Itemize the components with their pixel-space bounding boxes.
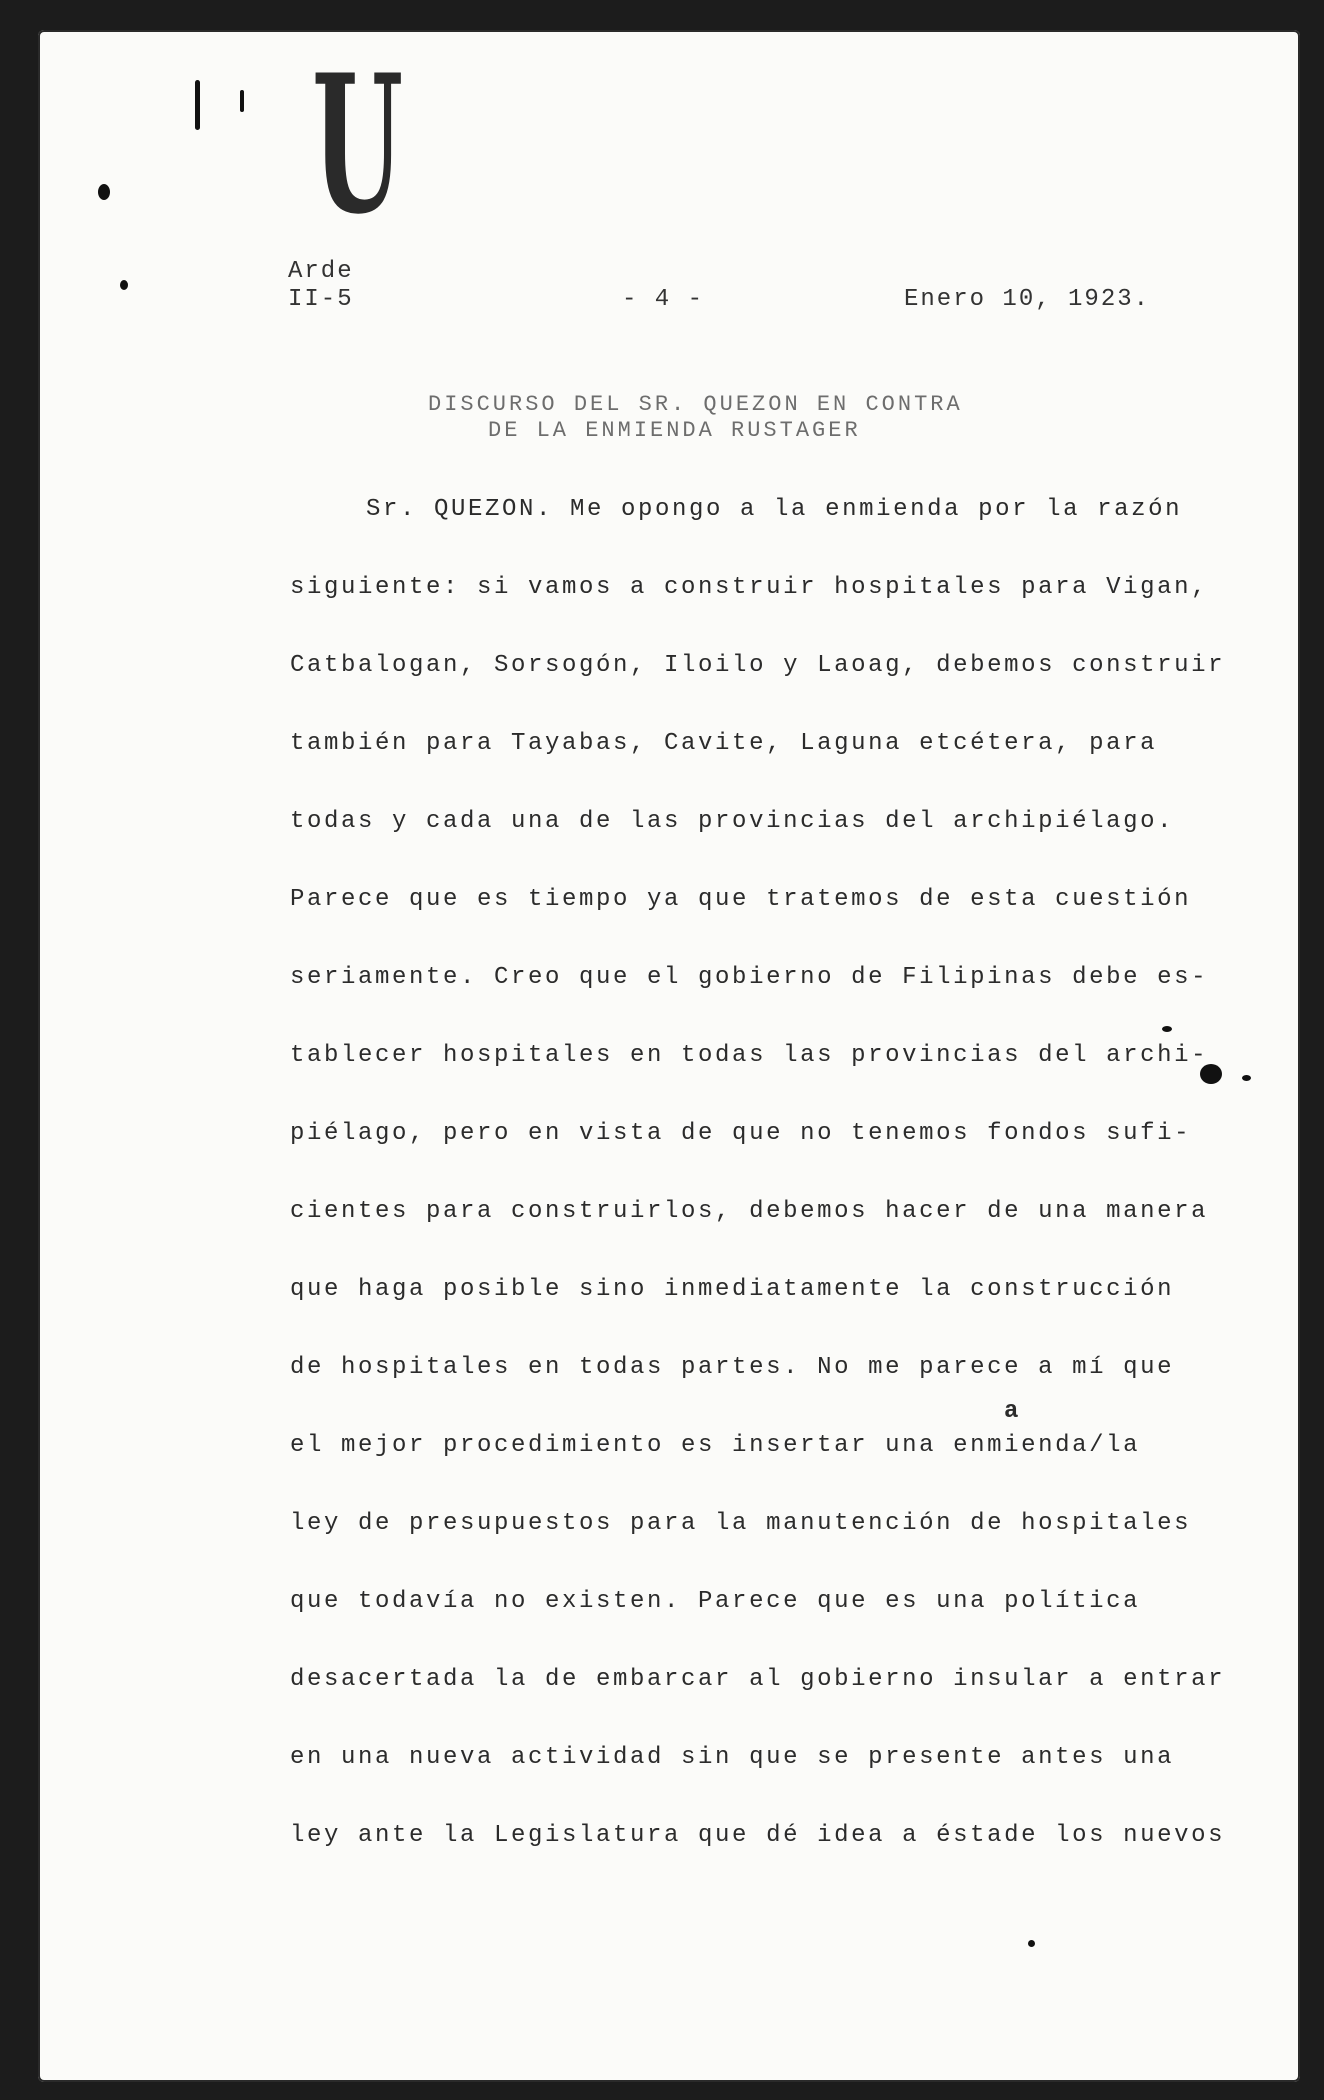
header-ref-line2: II-5 [288, 286, 354, 313]
body-line: todas y cada una de las provincias del archipiélago. [290, 808, 1175, 835]
document-date: Enero 10, 1923. [904, 286, 1151, 313]
handwritten-mark: U [312, 33, 404, 256]
speech-title-line2: DE LA ENMIENDA RUSTAGER [488, 418, 861, 443]
ink-speck [195, 80, 200, 130]
body-line: tablecer hospitales en todas las provincias del archi- [290, 1042, 1209, 1069]
body-line: seriamente. Creo que el gobierno de Filipinas debe es- [290, 964, 1209, 991]
ink-speck [1162, 1026, 1172, 1032]
body-line: cientes para construirlos, debemos hacer de una manera [290, 1198, 1209, 1225]
page-number: - 4 - [622, 286, 705, 313]
ink-speck [120, 280, 128, 290]
body-line: piélago, pero en vista de que no tenemos fondos sufi- [290, 1120, 1192, 1147]
body-line: desacertada la de embarcar al gobierno insular a entrar [290, 1666, 1226, 1693]
body-line: Sr. QUEZON. Me opongo a la enmienda por la razón [366, 496, 1183, 523]
ink-speck [98, 184, 110, 200]
body-line: de hospitales en todas partes. No me parece a mí que [290, 1354, 1175, 1381]
header-ref-line1: Arde [288, 258, 354, 285]
body-line: ley ante la Legislatura que dé idea a éstade los nuevos [290, 1822, 1226, 1849]
ink-speck [1242, 1075, 1251, 1081]
body-line: el mejor procedimiento es insertar una enmienda/la [290, 1432, 1141, 1459]
body-line: que todavía no existen. Parece que es una política [290, 1588, 1141, 1615]
body-line: Catbalogan, Sorsogón, Iloilo y Laoag, debemos construir [290, 652, 1226, 679]
body-line: ley de presupuestos para la manutención de hospitales [290, 1510, 1192, 1537]
body-line: que haga posible sino inmediatamente la construcción [290, 1276, 1175, 1303]
handwritten-insertion: a [1004, 1398, 1019, 1425]
ink-speck [1028, 1940, 1035, 1947]
body-line: Parece que es tiempo ya que tratemos de esta cuestión [290, 886, 1192, 913]
ink-speck [240, 90, 244, 112]
speech-title-line1: DISCURSO DEL SR. QUEZON EN CONTRA [428, 392, 963, 417]
body-line: en una nueva actividad sin que se presente antes una [290, 1744, 1175, 1771]
body-line: siguiente: si vamos a construir hospitales para Vigan, [290, 574, 1209, 601]
body-line: también para Tayabas, Cavite, Laguna etcétera, para [290, 730, 1158, 757]
